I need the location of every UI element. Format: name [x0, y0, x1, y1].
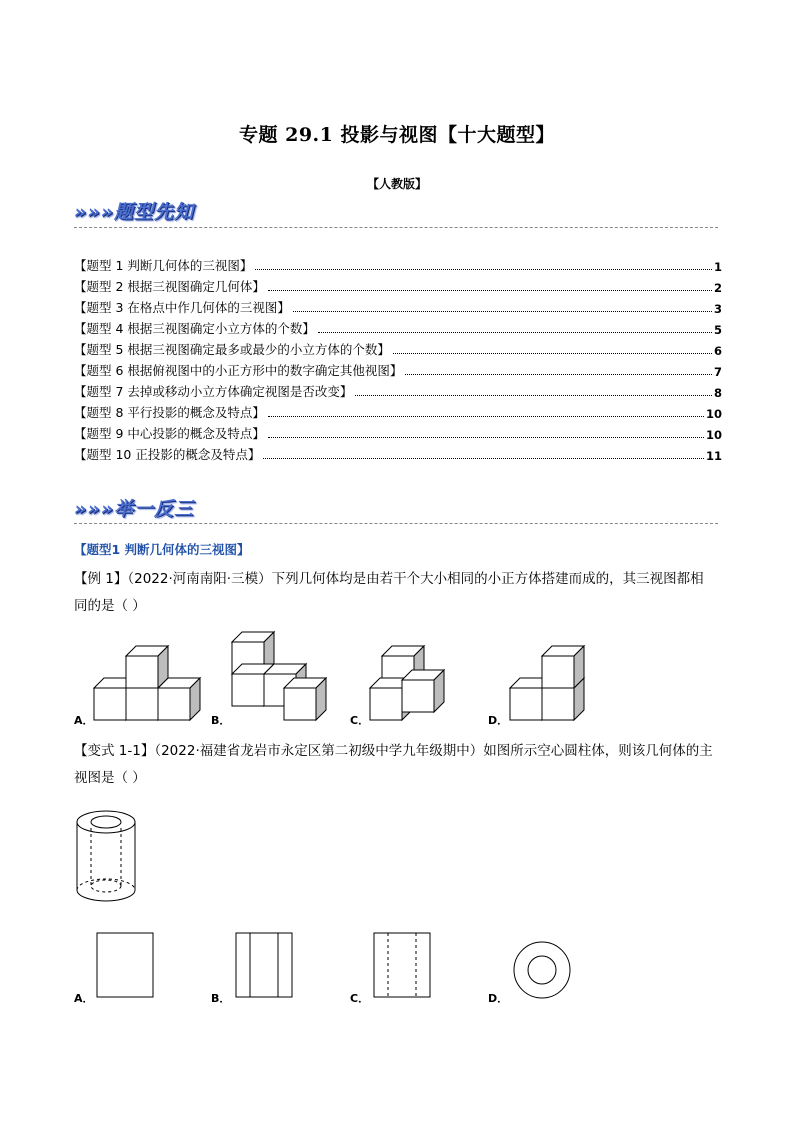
figure-a[interactable]	[94, 646, 200, 720]
divider	[74, 523, 718, 524]
option-c-label: C．	[350, 714, 370, 727]
page-title: 专题 29.1 投影与视图【十大题型】	[238, 124, 555, 146]
toc-item[interactable]: 【题型 5 根据三视图确定最多或最少的小立方体的个数】 6	[74, 342, 722, 358]
cube-figures	[60, 640, 740, 730]
toc-item[interactable]: 【题型 9 中心投影的概念及特点】 10	[74, 426, 722, 442]
option-c-label: C．	[350, 992, 370, 1005]
example-question: 【例 1】（2022·河南南阳·三模）下列几何体均是由若干个大小相同的小正方体搭建而成的，其三视图都相 同的是（ ）	[74, 571, 704, 614]
hollow-cylinder-figure	[72, 806, 144, 910]
option-b-label: B．	[211, 714, 231, 727]
toc-item[interactable]: 【题型 10 正投影的概念及特点】 11	[74, 447, 722, 463]
toc-item[interactable]: 【题型 1 判断几何体的三视图】 1	[74, 258, 722, 274]
banner-question-types: »»»题型先知	[74, 201, 195, 223]
figure-d[interactable]	[510, 646, 584, 720]
option-a-label: A．	[74, 714, 94, 727]
divider	[74, 227, 718, 228]
edition-label: 【人教版】	[366, 177, 427, 191]
option-a-label: A．	[74, 992, 94, 1005]
figure-b[interactable]	[232, 632, 326, 720]
toc-item[interactable]: 【题型 7 去掉或移动小立方体确定视图是否改变】 8	[74, 384, 722, 400]
toc-item[interactable]: 【题型 4 根据三视图确定小立方体的个数】 5	[74, 321, 722, 337]
option-d-label: D．	[488, 992, 509, 1005]
toc-item[interactable]: 【题型 2 根据三视图确定几何体】 2	[74, 279, 722, 295]
option-d-label: D．	[488, 714, 509, 727]
variant-question: 【变式 1-1】（2022·福建省龙岩市永定区第二初级中学九年级期中）如图所示空心圆柱体，则该几何体的主 视图是（ ）	[74, 743, 713, 786]
toc-item[interactable]: 【题型 3 在格点中作几何体的三视图】 3	[74, 300, 722, 316]
banner-examples: »»»举一反三	[74, 498, 195, 520]
figure-c[interactable]	[370, 646, 444, 720]
option-b-view[interactable]	[235, 932, 295, 1000]
option-b-label: B．	[211, 992, 231, 1005]
option-d-view[interactable]	[512, 940, 574, 1002]
option-c-view[interactable]	[373, 932, 433, 1000]
option-a-view[interactable]	[96, 932, 156, 1000]
toc-item[interactable]: 【题型 8 平行投影的概念及特点】 10	[74, 405, 722, 421]
section-heading: 【题型1 判断几何体的三视图】	[74, 542, 250, 557]
toc-item[interactable]: 【题型 6 根据俯视图中的小正方形中的数字确定其他视图】 7	[74, 363, 722, 379]
